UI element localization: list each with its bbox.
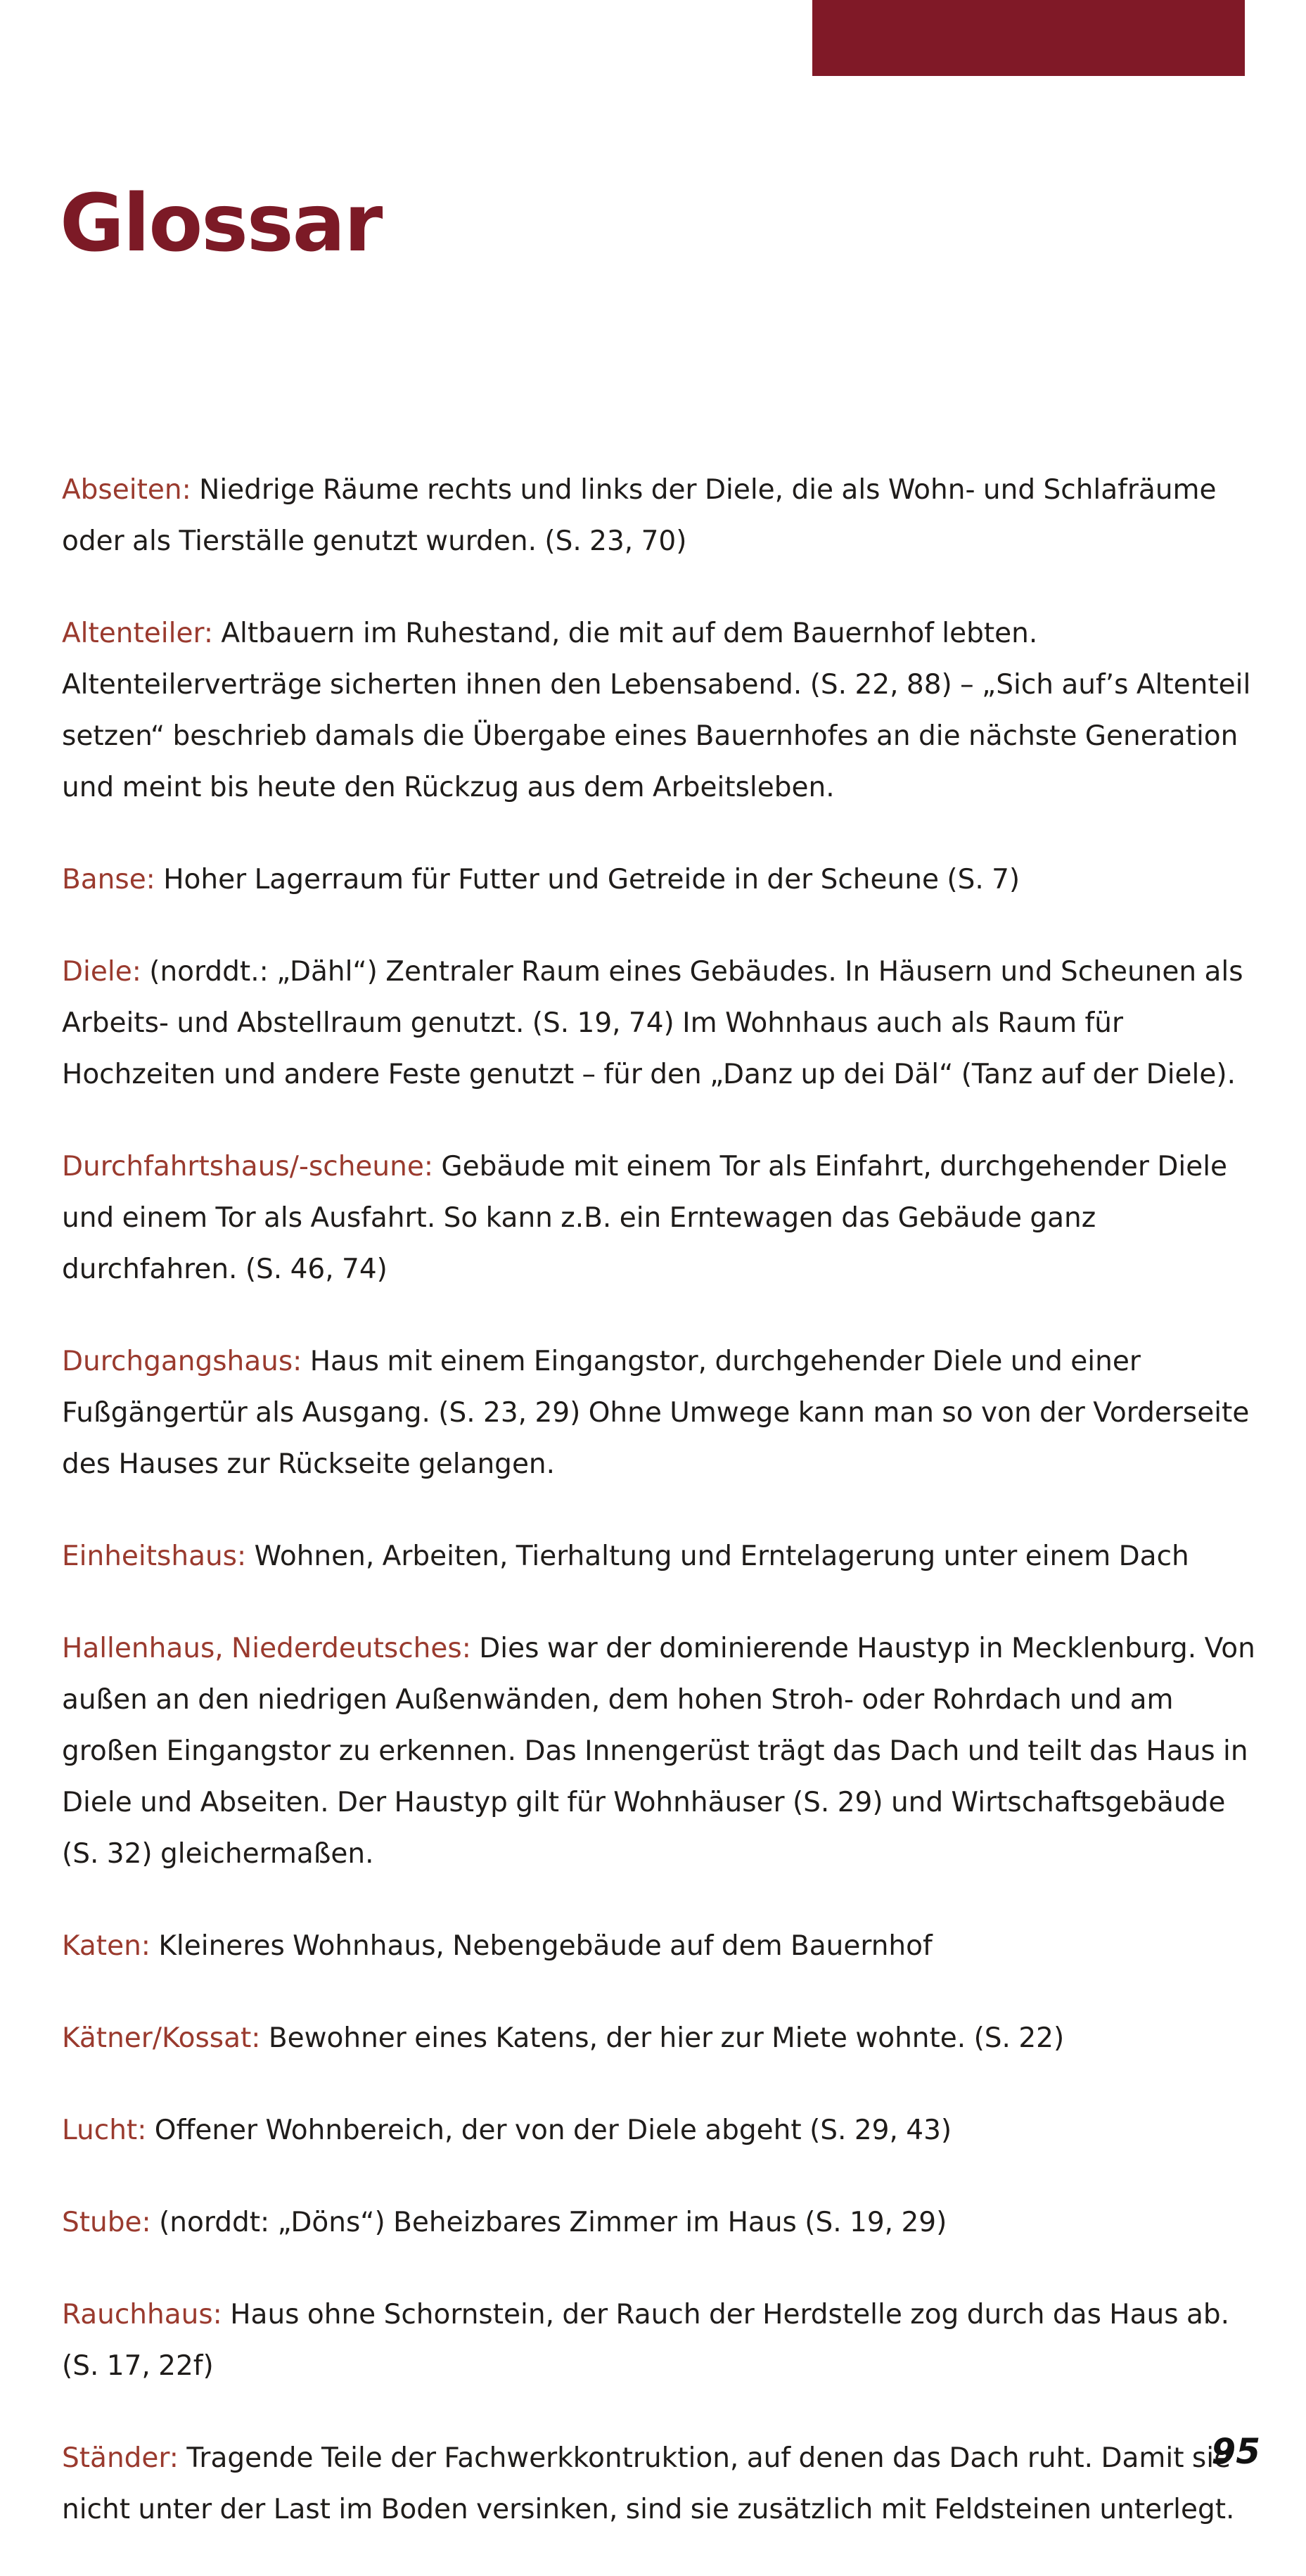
glossary-term: Durchgangshaus: <box>62 1346 302 1377</box>
glossary-definition: Haus ohne Schornstein, der Rauch der Herdstelle zog durch das Haus ab. (S. 17, 22f) <box>62 2299 1230 2382</box>
glossary-entry <box>62 1531 1261 1582</box>
glossary-definition: Haus mit einem Eingangstor, durchgehender Diele und einer Fußgängertür als Ausgang. (S. 23, 29) Ohne Umwege kann man so von der Vorderseite des Hauses zur Rückseite gelangen. <box>62 1346 1250 1480</box>
glossary-term: Kätner/Kossat: <box>62 2022 261 2054</box>
glossary-definition: Dies war der dominierende Haustyp in Mecklenburg. Von außen an den niedrigen Außenwänden, dem hohen Stroh- oder Rohrdach und am großen Eingangstor zu erkennen. Das Innengerüst trägt das Dach und teilt das Haus in Diele und Abseiten. Der Haustyp gilt für Wohnhäuser (S. 29) und Wirtschaftsgebäude (S. 32) gleichermaßen. <box>62 1633 1255 1870</box>
glossary-term: Rauchhaus: <box>62 2299 222 2330</box>
glossary-term: Abseiten: <box>62 474 191 506</box>
glossary-entry <box>62 2197 1261 2248</box>
glossary-term: Diele: <box>62 956 141 988</box>
glossary-definition: Bewohner eines Katens, der hier zur Miete wohnte. (S. 22) <box>268 2022 1065 2054</box>
glossary-definition: Altbauern im Ruhestand, die mit auf dem Bauernhof lebten. Altenteilerverträge sicherten ihnen den Lebensabend. (S. 22, 88) – „Sich auf’s Altenteil setzen“ beschrieb damals die Übergabe eines Bauernhofes an die nächste Generation und meint bis heute den Rückzug aus dem Arbeitsleben. <box>62 618 1251 803</box>
glossary-entry <box>62 464 1261 567</box>
glossary-definition: Offener Wohnbereich, der von der Diele abgeht (S. 29, 43) <box>154 2115 952 2146</box>
glossary-entry <box>62 946 1261 1100</box>
glossary-term: Einheitshaus: <box>62 1541 247 1572</box>
glossary-definition: Kleineres Wohnhaus, Nebengebäude auf dem Bauernhof <box>158 1930 933 1962</box>
glossary-entry <box>62 2105 1261 2156</box>
glossary-term: Katen: <box>62 1930 151 1962</box>
glossary-entry <box>62 1141 1261 1295</box>
header-color-bar <box>812 0 1245 76</box>
glossary-term: Altenteiler: <box>62 618 213 649</box>
glossary-term: Hallenhaus, Niederdeutsches: <box>62 1633 471 1664</box>
glossary-entry <box>62 1623 1261 1880</box>
glossary-term: Ständer: <box>62 2442 179 2474</box>
glossary-definition: Wohnen, Arbeiten, Tierhaltung und Erntelagerung unter einem Dach <box>254 1541 1189 1572</box>
glossary-entry <box>62 854 1261 905</box>
glossary-entry <box>62 608 1261 813</box>
page-title: Glossar <box>60 178 382 269</box>
glossary-entry <box>62 2432 1261 2535</box>
glossary-term: Banse: <box>62 864 155 895</box>
glossary-entry <box>62 2289 1261 2392</box>
glossary-entry <box>62 2013 1261 2064</box>
glossary-definition: (norddt: „Döns“) Beheizbares Zimmer im Haus (S. 19, 29) <box>159 2207 947 2238</box>
glossary-definition: Niedrige Räume rechts und links der Diele, die als Wohn- und Schlafräume oder als Tierställe genutzt wurden. (S. 23, 70) <box>62 474 1217 557</box>
glossary-definition: Hoher Lagerraum für Futter und Getreide in der Scheune (S. 7) <box>163 864 1020 895</box>
glossary-definition: Tragende Teile der Fachwerkkontruktion, auf denen das Dach ruht. Damit sie nicht unter der Last im Boden versinken, sind sie zusätzlich mit Feldsteinen unterlegt. <box>62 2442 1235 2525</box>
glossary-term: Lucht: <box>62 2115 147 2146</box>
page-number: 95 <box>1211 2431 1260 2472</box>
glossary-definition: Gebäude mit einem Tor als Einfahrt, durchgehender Diele und einem Tor als Ausfahrt. So kann z.B. ein Erntewagen das Gebäude ganz durchfahren. (S. 46, 74) <box>62 1151 1228 1285</box>
glossary-entry <box>62 1920 1261 1972</box>
glossary-term: Stube: <box>62 2207 151 2238</box>
glossary-definition: (norddt.: „Dähl“) Zentraler Raum eines Gebäudes. In Häusern und Scheunen als Arbeits- und Abstellraum genutzt. (S. 19, 74) Im Wohnhaus auch als Raum für Hochzeiten und andere Feste genutzt – für den „Danz up dei Däl“ (Tanz auf der Diele). <box>62 956 1243 1090</box>
glossary-term: Durchfahrtshaus/-scheune: <box>62 1151 433 1182</box>
glossary-entry <box>62 1336 1261 1490</box>
glossary-list <box>62 464 1261 2576</box>
